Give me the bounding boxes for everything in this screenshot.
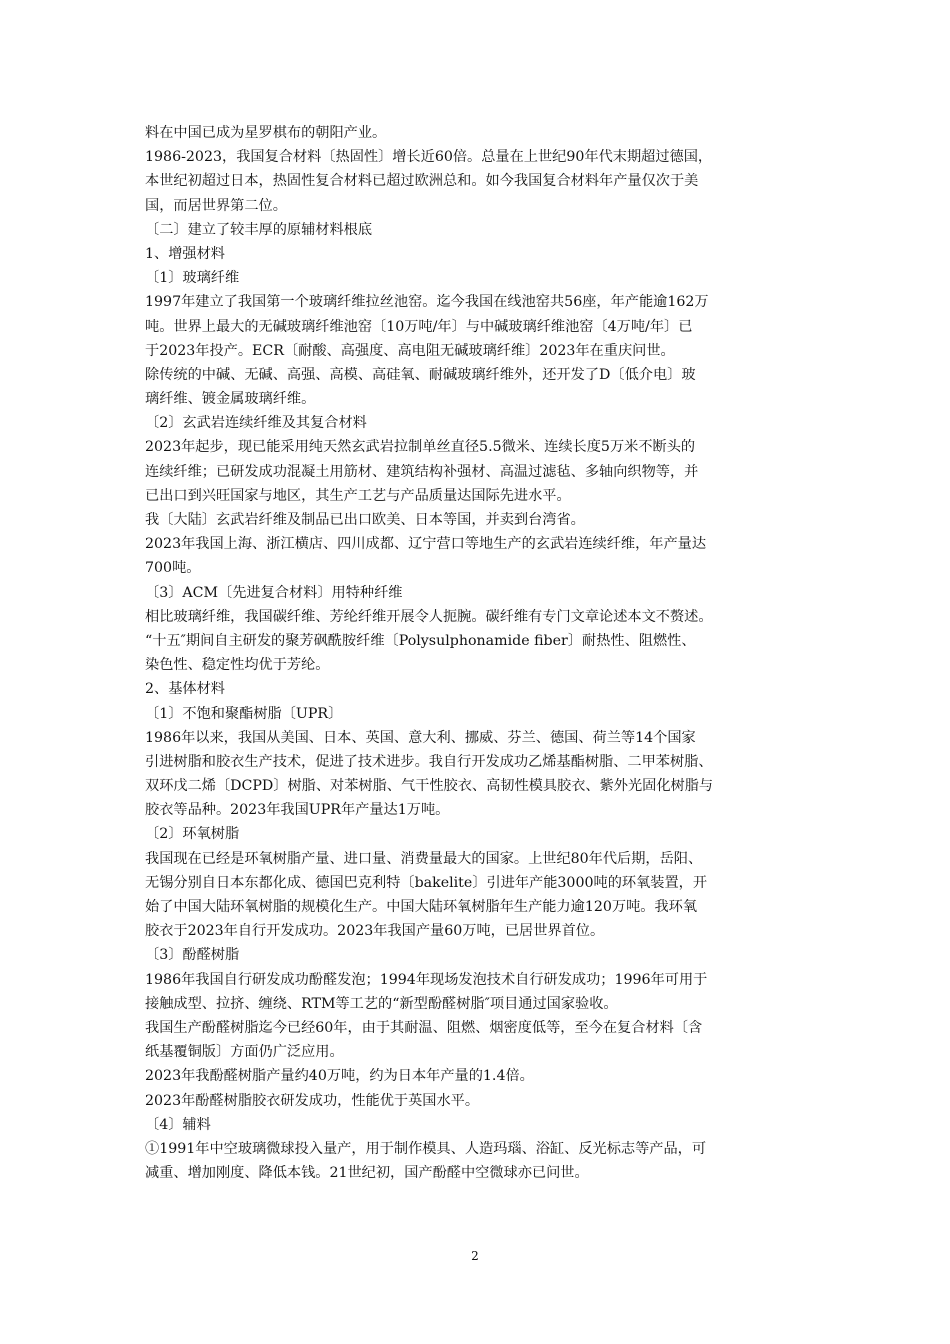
- text-line: 减重、增加刚度、降低本钱。21世纪初，国产酚醛中空微球亦已问世。: [145, 1165, 589, 1182]
- text-line: 引进树脂和胶衣生产技术，促进了技术进步。我自行开发成功乙烯基酯树脂、二甲苯树脂、: [145, 753, 713, 770]
- text-line: 国，而居世界第二位。: [145, 197, 287, 214]
- text-line: 双环戊二烯〔DCPD〕树脂、对苯树脂、气干性胶衣、高韧性模具胶衣、紫外光固化树脂与: [145, 778, 714, 795]
- text-line: 连续纤维；已研发成功混凝土用筋材、建筑结构补强材、高温过滤毡、多轴向织物等，并: [145, 463, 699, 480]
- text-line: 我国现在已经是环氧树脂产量、进口量、消费量最大的国家。上世纪80年代后期，岳阳、: [145, 850, 703, 867]
- text-line: “十五″期间自主研发的聚芳砜酰胺纤维〔Polysulphonamide fiber〕耐热性、阻燃性、: [145, 632, 696, 649]
- text-line: 纸基覆铜版〕方面仍广泛应用。: [145, 1044, 344, 1061]
- subsection-heading: 2、基体材料: [145, 681, 225, 698]
- text-line: 2023年起步，现已能采用纯天然玄武岩拉制单丝直径5.5微米、连续长度5万米不断头的: [145, 439, 696, 456]
- text-line: 2023年酚醛树脂胶衣研发成功，性能优于英国水平。: [145, 1092, 480, 1109]
- text-line: 2023年我酚醛树脂产量约40万吨，约为日本年产量的1.4倍。: [145, 1068, 534, 1085]
- section-heading: 〔二〕建立了较丰厚的原辅材料根底: [145, 221, 373, 238]
- text-line: 700吨。: [145, 560, 201, 577]
- text-line: 1986年以来，我国从美国、日本、英国、意大利、挪威、芬兰、德国、荷兰等14个国家: [145, 729, 696, 746]
- text-line: 相比玻璃纤维，我国碳纤维、芳纶纤维开展令人扼腕。碳纤维有专门文章论述本文不赘述。: [145, 608, 713, 625]
- text-line: 于2023年投产。ECR〔耐酸、高强度、高电阻无碱玻璃纤维〕2023年在重庆问世。: [145, 342, 675, 359]
- text-line: 吨。世界上最大的无碱玻璃纤维池窑〔10万吨/年〕与中碱玻璃纤维池窑〔4万吨/年〕已: [145, 318, 693, 335]
- text-line: 胶衣于2023年自行开发成功。2023年我国产量60万吨，已居世界首位。: [145, 923, 605, 940]
- item-heading: 〔4〕辅料: [145, 1116, 211, 1133]
- item-heading: 〔1〕不饱和聚酯树脂〔UPR〕: [145, 705, 343, 722]
- text-line: 除传统的中碱、无碱、高强、高模、高硅氧、耐碱玻璃纤维外，还开发了D〔低介电〕玻: [145, 366, 696, 383]
- page-number: 2: [471, 1249, 479, 1263]
- text-line: 2023年我国上海、浙江横店、四川成都、辽宁营口等地生产的玄武岩连续纤维，年产量达: [145, 536, 707, 553]
- item-heading: 〔3〕酚醛树脂: [145, 947, 240, 964]
- text-line: 胶衣等品种。2023年我国UPR年产量达1万吨。: [145, 802, 450, 819]
- text-line: 已出口到兴旺国家与地区，其生产工艺与产品质量达国际先进水平。: [145, 487, 571, 504]
- text-line: 1986年我国自行研发成功酚醛发泡；1994年现场发泡技术自行研发成功；1996年可用于: [145, 971, 708, 988]
- text-line: 接触成型、拉挤、缠绕、RTM等工艺的“新型酚醛树脂″项目通过国家验收。: [145, 995, 618, 1012]
- text-line: ①1991年中空玻璃微球投入量产，用于制作模具、人造玛瑙、浴缸、反光标志等产品，可: [145, 1140, 707, 1157]
- text-line: 无锡分别自日本东都化成、德国巴克利特〔bakelite〕引进年产能3000吨的环氧装置，开: [145, 874, 708, 891]
- text-line: 1997年建立了我国第一个玻璃纤维拉丝池窑。迄今我国在线池窑共56座，年产能逾162万: [145, 294, 709, 311]
- text-line: 染色性、稳定性均优于芳纶。: [145, 657, 330, 674]
- text-line: 始了中国大陆环氧树脂的规模化生产。中国大陆环氧树脂年生产能力逾120万吨。我环氧: [145, 899, 698, 915]
- item-heading: 〔2〕玄武岩连续纤维及其复合材料: [145, 415, 367, 432]
- text-line: 1986-2023，我国复合材料〔热固性〕增长近60倍。总量在上世纪90年代末期超过德国，: [145, 149, 713, 166]
- item-heading: 〔2〕环氧树脂: [145, 826, 240, 843]
- text-line: 我国生产酚醛树脂迄今已经60年，由于其耐温、阻燃、烟密度低等，至今在复合材料〔含: [145, 1019, 703, 1036]
- text-line: 料在中国已成为星罗棋布的朝阳产业。: [145, 125, 387, 141]
- text-line: 我〔大陆〕玄武岩纤维及制品已出口欧美、日本等国，并卖到台湾省。: [145, 512, 585, 528]
- subsection-heading: 1、增强材料: [145, 245, 225, 262]
- item-heading: 〔1〕玻璃纤维: [145, 270, 240, 287]
- item-heading: 〔3〕ACM〔先进复合材料〕用特种纤维: [145, 584, 403, 601]
- text-line: 本世纪初超过日本，热固性复合材料已超过欧洲总和。如今我国复合材料年产量仅次于美: [145, 173, 699, 190]
- text-line: 璃纤维、镀金属玻璃纤维。: [145, 391, 316, 408]
- body-text: [145, 121, 810, 1185]
